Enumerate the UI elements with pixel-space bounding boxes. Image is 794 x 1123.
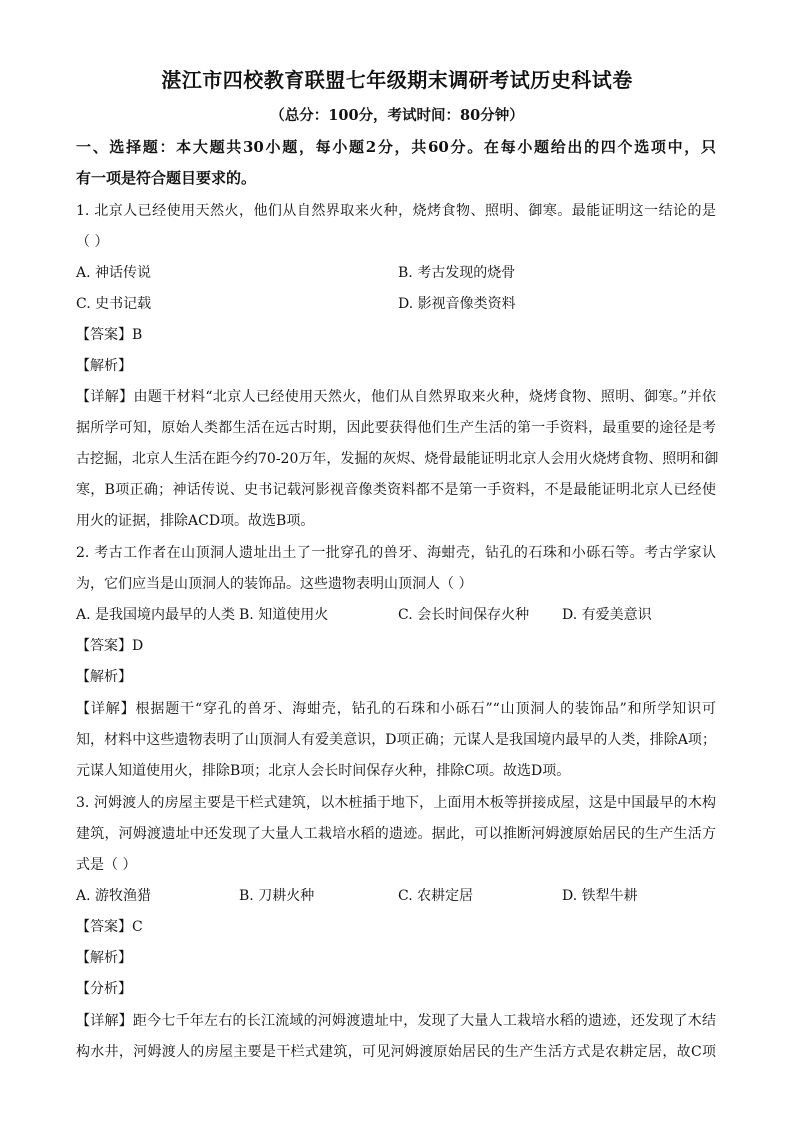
question-2-option-b: B. 知道使用火 — [239, 607, 329, 623]
question-3-detail-line-2: 构水井，河姆渡人的房屋主要是干栏式建筑，可见河姆渡原始居民的生产生活方式是农耕定居，故C项 — [76, 1044, 716, 1060]
question-3-answer: 【答案】C — [76, 919, 143, 935]
question-2-stem-line-2: 为，它们应当是山顶洞人的装饰品。这些遗物表明山顶洞人（ ） — [76, 576, 473, 592]
question-2-analysis-label: 【解析】 — [76, 669, 132, 685]
question-1-option-d: D. 影视音像类资料 — [398, 296, 516, 312]
question-3-option-b: B. 刀耕火种 — [239, 888, 315, 904]
question-3-stem-line-1: 3. 河姆渡人的房屋主要是干栏式建筑，以木桩插于地下，上面用木板等拼接成屋，这是中国最早的木构 — [76, 795, 716, 811]
question-3-detail-line-1: 【详解】距今七千年左右的长江流域的河姆渡遗址中，发现了大量人工栽培水稻的遗迹，还发现了木结 — [76, 1013, 716, 1029]
exam-info: （总分：100分，考试时间：80分钟） — [270, 107, 524, 124]
question-1-detail-line-4: 寒，B项正确；神话传说、史书记载河影视音像类资料都不是第一手资料，不是最能证明北京人已经使 — [76, 482, 716, 498]
question-1-detail-line-3: 古挖掘，北京人生活在距今约70-20万年，发掘的灰烬、烧骨最能证明北京人会用火烧烤食物、照明和御 — [76, 451, 719, 467]
question-3-option-c: C. 农耕定居 — [398, 888, 474, 904]
question-1-analysis-label: 【解析】 — [76, 358, 132, 374]
question-1-option-c: C. 史书记载 — [76, 296, 152, 312]
page-title: 湛江市四校教育联盟七年级期末调研考试历史科试卷 — [161, 68, 633, 92]
question-1-option-b: B. 考古发现的烧骨 — [398, 265, 516, 281]
question-2-stem-line-1: 2. 考古工作者在山顶洞人遗址出土了一批穿孔的兽牙、海蚶壳，钻孔的石珠和小砾石等。考古学家认 — [76, 545, 716, 561]
question-3-analysis-label: 【解析】 — [76, 950, 132, 966]
question-1-stem-line-1: 1. 北京人已经使用天然火，他们从自然界取来火种，烧烤食物、照明、御寒。最能证明这一结论的是 — [76, 203, 716, 219]
question-3-fenxi-label: 【分析】 — [76, 981, 132, 997]
question-1-detail-line-2: 据所学可知，原始人类都生活在远古时期，因此要获得他们生产生活的第一手资料，最重要的途径是考 — [76, 420, 716, 436]
question-3-stem-line-3: 式是（ ） — [76, 857, 137, 873]
question-2-answer: 【答案】D — [76, 638, 144, 654]
question-2-option-d: D. 有爱美意识 — [562, 607, 652, 623]
question-2-option-c: C. 会长时间保存火种 — [398, 607, 530, 623]
section-heading-line-1: 一、选择题：本大题共30小题，每小题2分，共60分。在每小题给出的四个选项中，只 — [76, 138, 716, 156]
question-3-option-d: D. 铁犁牛耕 — [562, 888, 638, 904]
question-3-stem-line-2: 建筑，河姆渡遗址中还发现了大量人工栽培水稻的遗迹。据此，可以推断河姆渡原始居民的生产生活方 — [76, 826, 716, 842]
question-1-answer: 【答案】B — [76, 327, 143, 343]
question-1-stem-line-2: （ ） — [76, 234, 109, 250]
question-2-option-a: A. 是我国境内最早的人类 — [76, 607, 236, 623]
question-1-detail-line-1: 【详解】由题干材料“北京人已经使用天然火，他们从自然界取来火种，烧烤食物、照明、御寒。”并依 — [76, 389, 716, 405]
section-heading-line-2: 有一项是符合题目要求的。 — [76, 169, 257, 187]
question-2-detail-line-1: 【详解】根据题干“穿孔的兽牙、海蚶壳，钻孔的石珠和小砾石”“山顶洞人的装饰品”和所学知识可 — [76, 701, 716, 717]
question-2-detail-line-3: 元谋人知道使用火，排除B项；北京人会长时间保存火种，排除C项。故选D项。 — [76, 763, 571, 779]
question-2-detail-line-2: 知，材料中这些遗物表明了山顶洞人有爱美意识，D项正确；元谋人是我国境内最早的人类，排除A项； — [76, 732, 716, 748]
question-1-detail-line-5: 用火的证据，排除ACD项。故选B项。 — [76, 513, 315, 529]
question-3-option-a: A. 游牧渔猎 — [76, 888, 152, 904]
question-1-option-a: A. 神话传说 — [76, 265, 152, 281]
